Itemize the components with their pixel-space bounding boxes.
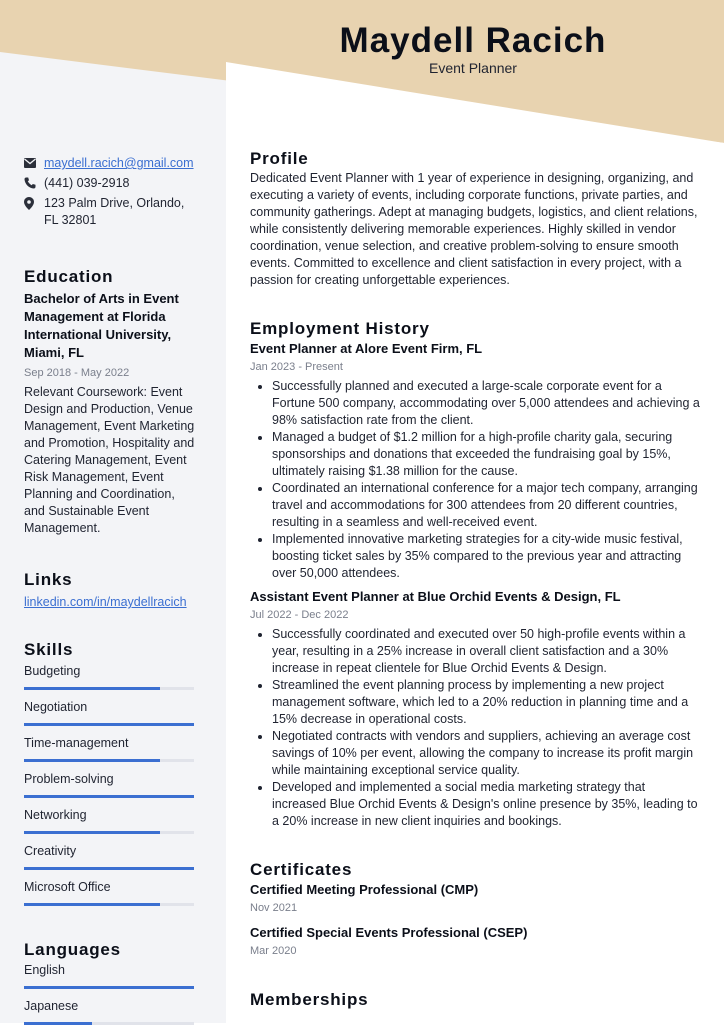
language-label: Japanese	[24, 999, 79, 1013]
location-pin-icon	[24, 195, 44, 211]
sidebar	[24, 152, 196, 1034]
address: 123 Palm Drive, Orlando, FL 32801	[44, 196, 185, 227]
skill-label: Creativity	[24, 844, 77, 858]
job-bullet: • Successfully coordinated and executed over 50 high-profile events within a year, resulting in a 25% increase in overall client satisfaction and a 30% increase in repeat clientele for Blue Orchid Events & Design.	[272, 626, 700, 677]
job-title: Assistant Event Planner at Blue Orchid Events & Design, FL	[250, 589, 621, 604]
skill-label: Microsoft Office	[24, 880, 111, 894]
employment-heading: Employment History	[250, 319, 430, 338]
job-entry	[250, 340, 700, 582]
skill-item	[24, 699, 196, 726]
job-bullets	[250, 378, 700, 582]
contact-phone	[24, 175, 196, 192]
skill-item	[24, 771, 196, 798]
skill-label: Time-management	[24, 736, 129, 750]
language-level-bar	[24, 1022, 194, 1025]
linkedin-link[interactable]: linkedin.com/in/maydellracich	[24, 595, 187, 609]
certificate-entry	[250, 924, 700, 960]
job-title: Event Planner at Alore Event Firm, FL	[250, 341, 483, 356]
language-item	[24, 998, 196, 1025]
skill-level-bar	[24, 687, 194, 690]
job-bullet: • Managed a budget of $1.2 million for a high-profile charity gala, securing sponsorships and donations that exceeded the fundraising goal by 15%, ultimately raising $1.38 million for the cause.	[272, 429, 700, 480]
skill-item	[24, 663, 196, 690]
job-title: Event Planner	[429, 60, 517, 76]
job-dates: Jul 2022 - Dec 2022	[250, 609, 349, 621]
certificate-name: Certified Special Events Professional (CSEP)	[250, 925, 528, 940]
job-bullet: • Developed and implemented a social media marketing strategy that increased Blue Orchid Events & Design's online presence by 35%, leading to a 20% increase in new client inquiries and bookings.	[272, 779, 700, 830]
profile-text: Dedicated Event Planner with 1 year of experience in designing, organizing, and executing a variety of events, including corporate functions, private parties, and community gatherings. Adept at managing budgets, logistics, and client relations, while consistently delivering memorable experiences. Highly skilled in vendor coordination, venue selection, and creative problem-solving to ensure smooth events. Committed to excellence and client satisfaction in every project, with a passion for creating unforgettable experiences.	[250, 171, 698, 287]
level-fill	[24, 687, 160, 690]
job-entry	[250, 588, 700, 830]
skill-label: Problem-solving	[24, 772, 114, 786]
skills-list	[24, 663, 196, 906]
education-coursework: Relevant Coursework: Event Design and Production, Venue Management, Event Marketing and Promotion, Hospitality and Catering Management, Event Risk Management, Event Planning and Coordination, and Sustainable Event Management.	[24, 385, 195, 535]
skill-label: Budgeting	[24, 664, 81, 678]
certificate-date: Nov 2021	[250, 902, 298, 914]
job-bullet: • Coordinated an international conference for a major tech company, arranging travel and accommodations for 300 attendees from 20 different countries, resulting in a seamless and well-received event.	[272, 480, 700, 531]
skill-level-bar	[24, 867, 194, 870]
level-fill	[24, 903, 160, 906]
job-dates: Jan 2023 - Present	[250, 361, 343, 373]
job-bullet: • Streamlined the event planning process by implementing a new project management software, which led to a 20% reduction in planning time and a 15% decrease in operational costs.	[272, 677, 700, 728]
language-item	[24, 962, 196, 989]
candidate-name: Maydell Racich	[339, 21, 607, 60]
certificate-name: Certified Meeting Professional (CMP)	[250, 882, 479, 897]
job-bullets	[250, 626, 700, 830]
certificates-heading: Certificates	[250, 860, 353, 879]
skill-level-bar	[24, 759, 194, 762]
skill-level-bar	[24, 831, 194, 834]
skill-item	[24, 807, 196, 834]
contact-email	[24, 155, 196, 172]
job-bullet: • Negotiated contracts with vendors and suppliers, achieving an average cost savings of 10% per event, allowing the company to increase its profit margin while maintaining exceptional service quality.	[272, 728, 700, 779]
envelope-icon	[24, 155, 44, 171]
skill-label: Negotiation	[24, 700, 88, 714]
skill-item	[24, 843, 196, 870]
education-heading: Education	[24, 267, 114, 286]
language-label: English	[24, 963, 65, 977]
level-fill	[24, 831, 160, 834]
skill-label: Networking	[24, 808, 87, 822]
skill-level-bar	[24, 903, 194, 906]
skills-heading: Skills	[24, 640, 74, 659]
language-level-bar	[24, 986, 194, 989]
certificates-list	[250, 881, 700, 960]
phone-number: (441) 039-2918	[44, 176, 130, 190]
level-fill	[24, 986, 194, 989]
languages-list	[24, 962, 196, 1025]
email-link[interactable]: maydell.racich@gmail.com	[44, 156, 194, 170]
jobs-list	[250, 340, 700, 830]
resume-header	[226, 20, 724, 76]
memberships-heading: Memberships	[250, 990, 369, 1009]
links-heading: Links	[24, 570, 73, 589]
contact-address	[24, 195, 196, 229]
level-fill	[24, 867, 194, 870]
profile-heading: Profile	[250, 149, 309, 168]
level-fill	[24, 759, 160, 762]
skill-item	[24, 879, 196, 906]
education-degree: Bachelor of Arts in Event Management at Florida International University, Miami, FL	[24, 291, 179, 360]
skill-level-bar	[24, 795, 194, 798]
level-fill	[24, 723, 194, 726]
languages-heading: Languages	[24, 940, 121, 959]
phone-icon	[24, 175, 44, 191]
education-dates: Sep 2018 - May 2022	[24, 367, 130, 379]
certificate-entry	[250, 881, 700, 917]
skill-item	[24, 735, 196, 762]
job-bullet: • Successfully planned and executed a large-scale corporate event for a Fortune 500 company, accommodating over 5,000 attendees and achieving a 98% satisfaction rate from the client.	[272, 378, 700, 429]
skill-level-bar	[24, 723, 194, 726]
level-fill	[24, 1022, 92, 1025]
certificate-date: Mar 2020	[250, 945, 297, 957]
main-content	[250, 150, 700, 1014]
job-bullet: • Implemented innovative marketing strategies for a city-wide music festival, boosting ticket sales by 35% compared to the previous year and attracting over 50,000 attendees.	[272, 531, 700, 582]
level-fill	[24, 795, 194, 798]
